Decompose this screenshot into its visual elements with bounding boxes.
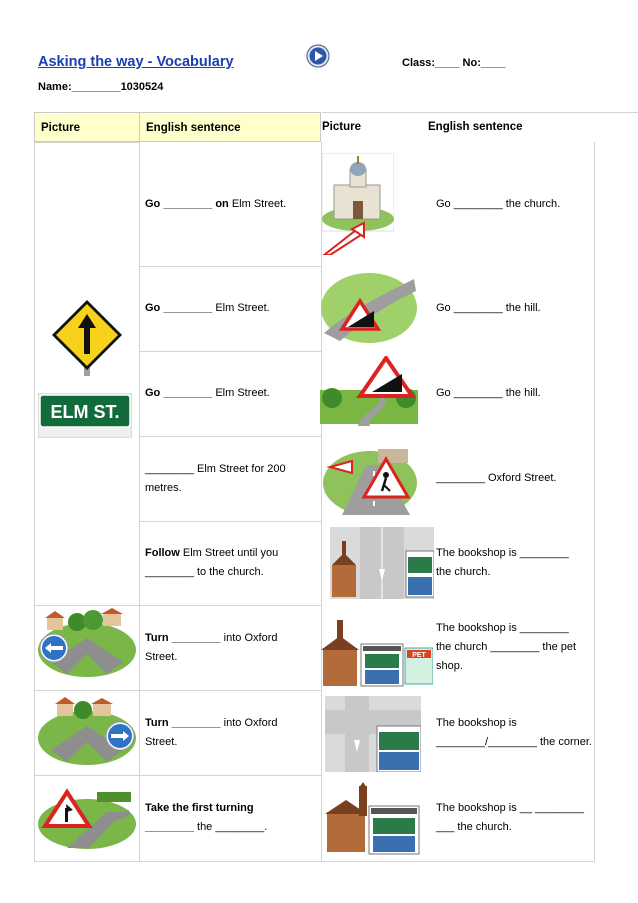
sentence-up-hill	[430, 266, 594, 351]
sentence-text: the ________.	[193, 821, 268, 833]
sentence-bold: Go ________	[145, 387, 213, 399]
bookshop-corner-picture	[325, 696, 421, 777]
sentence-bold: Follow	[145, 547, 180, 559]
column-header-picture-right	[322, 112, 430, 142]
pet-shop-sign-label: PET	[412, 652, 426, 659]
sentence-text: The bookshop is ________ the church ________ the pet shop.	[436, 622, 577, 672]
sentence-turn-right	[139, 690, 321, 775]
sentence-bold: Go ________	[145, 302, 213, 314]
bookshop-between-picture	[321, 618, 433, 693]
class-number-field: Class:____ No:____	[402, 57, 506, 69]
sentence-next-to	[430, 775, 594, 861]
sentence-bold: Turn ________	[145, 716, 221, 729]
sentence-cross-street	[430, 436, 594, 521]
sentence-text: Go ________ the hill.	[436, 302, 541, 314]
sentence-on-corner	[430, 690, 594, 775]
sentence-text: Go ________ the church.	[436, 197, 561, 210]
sentence-text: ________ Oxford Street.	[436, 472, 557, 484]
column-header-label: Picture	[322, 121, 361, 133]
sentence-text: Elm Street.	[212, 387, 270, 399]
sentence-text: The bookshop is ________ the church.	[436, 547, 569, 578]
grid-line	[34, 142, 139, 143]
bookshop-next-to-church-picture	[325, 782, 421, 861]
sentence-go-straight	[139, 266, 321, 351]
sentence-walk-along	[139, 436, 321, 521]
turn-left-picture	[37, 608, 137, 683]
column-header-label: English sentence	[146, 122, 241, 134]
grid-line	[34, 690, 139, 691]
grid-line	[34, 775, 139, 776]
sentence-text: ________ Elm Street for 200 metres.	[145, 462, 286, 494]
sentence-text: Elm Street.	[228, 197, 287, 210]
page-title[interactable]: Asking the way - Vocabulary	[38, 54, 234, 70]
sentence-bold: Turn ________	[145, 631, 221, 644]
sentence-text: into Oxford Street.	[145, 716, 278, 748]
sentence-text: The bookshop is __ ________ ___ the church.	[436, 802, 585, 833]
sentence-opposite	[430, 521, 580, 605]
grid-line	[594, 142, 595, 862]
grid-line	[34, 861, 595, 862]
sentence-go-along	[139, 351, 321, 436]
straight-ahead-sign-picture	[50, 298, 124, 381]
elm-street-sign-picture	[38, 393, 132, 443]
uphill-picture	[320, 271, 418, 350]
turn-right-picture	[37, 696, 137, 771]
grid-line	[34, 142, 35, 862]
sentence-follow	[139, 521, 321, 605]
sentence-past-church	[430, 142, 594, 266]
sentence-bold: Go ________ on	[145, 197, 229, 210]
sentence-turn-left	[139, 605, 321, 690]
column-header-sentence-left	[139, 112, 321, 142]
column-header-picture-left	[34, 112, 140, 142]
sentence-text: Elm Street.	[212, 302, 270, 314]
sentence-text: Elm Street until you ________ to the church.	[145, 547, 279, 578]
column-header-sentence-right	[428, 112, 628, 142]
column-header-label: Picture	[41, 122, 80, 134]
sentence-between	[430, 605, 580, 690]
bookshop-opposite-church-picture	[330, 527, 434, 604]
first-turning-picture	[37, 782, 137, 855]
downhill-picture	[320, 356, 418, 433]
church-picture	[322, 153, 394, 260]
sentence-down-hill	[430, 351, 594, 436]
column-header-label: English sentence	[428, 121, 523, 133]
sentence-go-on	[139, 142, 321, 266]
sentence-bold: Take the first turning ________	[145, 802, 254, 833]
grid-line	[34, 605, 139, 606]
header-top-rule	[322, 112, 638, 113]
play-icon[interactable]	[306, 44, 330, 68]
sentence-text: Go ________ the hill.	[436, 387, 541, 399]
sentence-text: into Oxford Street.	[145, 631, 278, 663]
sentence-take-first-turning	[139, 775, 321, 861]
sentence-text: The bookshop is ________/________ the corner.	[436, 716, 592, 748]
name-field: Name:________1030524	[38, 81, 164, 93]
crossing-picture	[322, 443, 418, 522]
street-sign-label: ELM ST.	[50, 402, 120, 422]
